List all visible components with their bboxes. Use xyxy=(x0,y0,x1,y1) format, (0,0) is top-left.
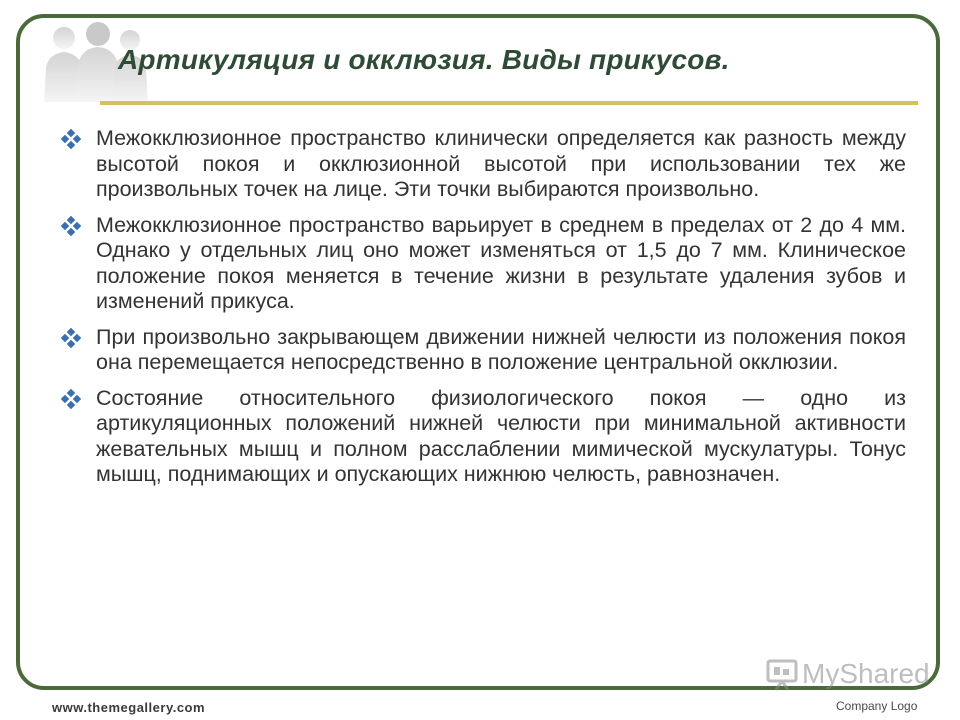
diamond-bullet-icon xyxy=(60,128,82,150)
bullet-item xyxy=(60,325,906,376)
diamond-bullet-icon xyxy=(60,327,82,349)
title-underline xyxy=(100,101,918,105)
diamond-bullet-icon xyxy=(60,388,82,410)
bullet-text: Межокклюзионное пространство клинически определяется как разность между высотой покоя и окклюзионной высотой при использовании тех же произвольных точек на лице. Эти точки выбираются произвольно. xyxy=(96,126,906,201)
bullet-text: Состояние относительного физиологического покоя — одно из артикуляционных положений нижней челюсти при минимальной активности жевательных мышц и полном расслаблении мимической мускулатуры. Тонус мышц, поднимающих и опускающих нижнюю челюсть, равнозначен. xyxy=(96,385,906,486)
slide-title: Артикуляция и окклюзия. Виды прикусов. xyxy=(118,44,730,75)
footer-url: www.themegallery.com xyxy=(52,700,206,715)
bullet-item xyxy=(60,386,906,488)
company-logo-text: Company Logo xyxy=(836,699,918,713)
diamond-bullet-icon xyxy=(60,215,82,237)
watermark-text: MyShared xyxy=(802,658,930,689)
presentation-board-icon xyxy=(764,656,800,692)
bullet-text: При произвольно закрывающем движении нижней челюсти из положения покоя она перемещается непосредственно в положение центральной окклюзии. xyxy=(96,324,906,374)
bullet-list xyxy=(60,126,906,498)
bullet-item xyxy=(60,126,906,203)
bullet-text: Межокклюзионное пространство варьирует в среднем в пределах от 2 до 4 мм. Однако у отдельных лиц оно может изменяться от 1,5 до 7 мм. Клиническое положение покоя меняется в течение жизни в результате удаления зубов и изменений прикуса. xyxy=(96,212,906,313)
myshared-watermark xyxy=(764,654,930,694)
bullet-item xyxy=(60,213,906,315)
